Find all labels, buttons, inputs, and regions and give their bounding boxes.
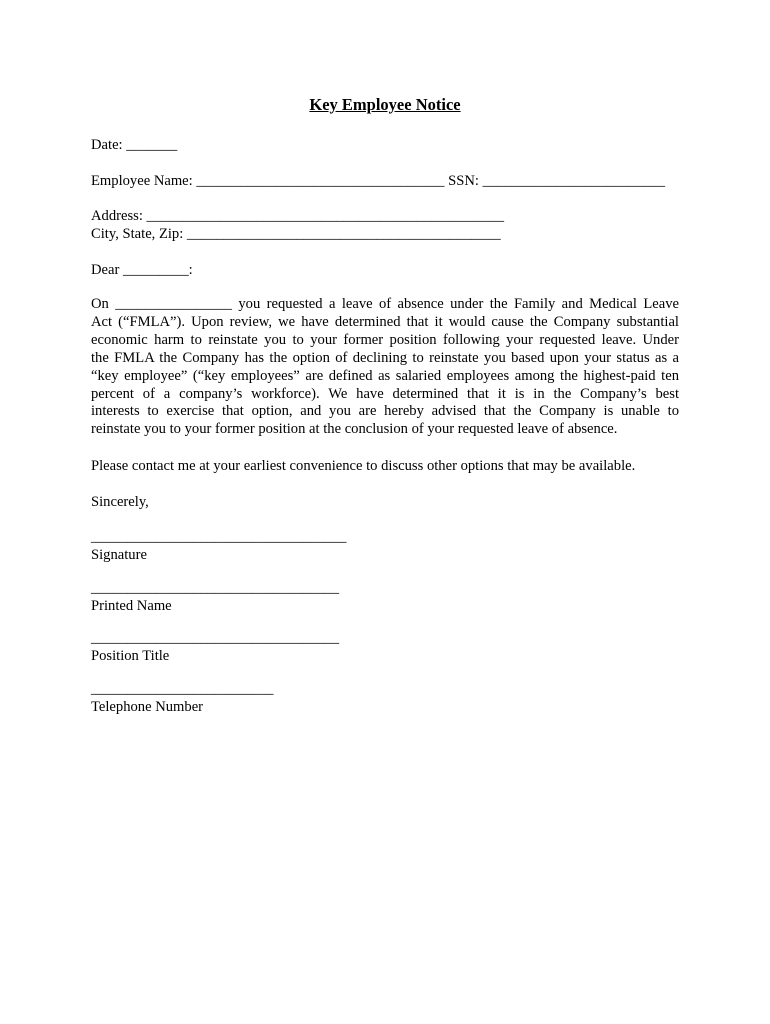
body-line: economic harm to reinstate you to your former position following your requested leave. Under <box>91 331 679 348</box>
printed-name-label: Printed Name <box>91 598 172 614</box>
telephone-rule: _________________________ <box>91 681 274 697</box>
contact-line: Please contact me at your earliest convenience to discuss other options that may be available. <box>91 458 636 474</box>
body-line: On ________________ you requested a leave of absence under the Family and Medical Leave <box>91 296 679 312</box>
body-line: interests to exercise that option, and you are hereby advised that the Company is unable to <box>91 403 679 420</box>
closing-line: Sincerely, <box>91 494 149 510</box>
body-line: percent of a company’s workforce). We have determined that it is in the Company’s best <box>91 385 679 402</box>
address-line: Address: _________________________________________________ <box>91 208 505 224</box>
city-state-zip-line: City, State, Zip: ___________________________________________ <box>91 226 501 242</box>
salutation-line: Dear _________: <box>91 262 193 278</box>
document-title: Key Employee Notice <box>309 95 461 114</box>
body-line: Act (“FMLA”). Upon review, we have determined that it would cause the Company substantial <box>91 313 679 330</box>
printed-name-rule: __________________________________ <box>91 580 340 596</box>
position-title-rule: __________________________________ <box>91 630 340 646</box>
body-line: the FMLA the Company has the option of declining to reinstate you based upon your status as a <box>91 349 679 366</box>
signature-label: Signature <box>91 547 147 563</box>
employee-name-ssn-line: Employee Name: __________________________________ SSN: _________________________ <box>91 173 666 189</box>
body-line: reinstate you to your former position at the conclusion of your requested leave of absence. <box>91 421 618 438</box>
telephone-label: Telephone Number <box>91 699 204 715</box>
date-line: Date: _______ <box>91 137 178 153</box>
signature-rule: ___________________________________ <box>91 529 347 545</box>
body-paragraph <box>91 296 679 439</box>
position-title-label: Position Title <box>91 648 170 664</box>
body-line: “key employee” (“key employees” are defined as salaried employees among the highest-paid ten <box>91 367 679 384</box>
